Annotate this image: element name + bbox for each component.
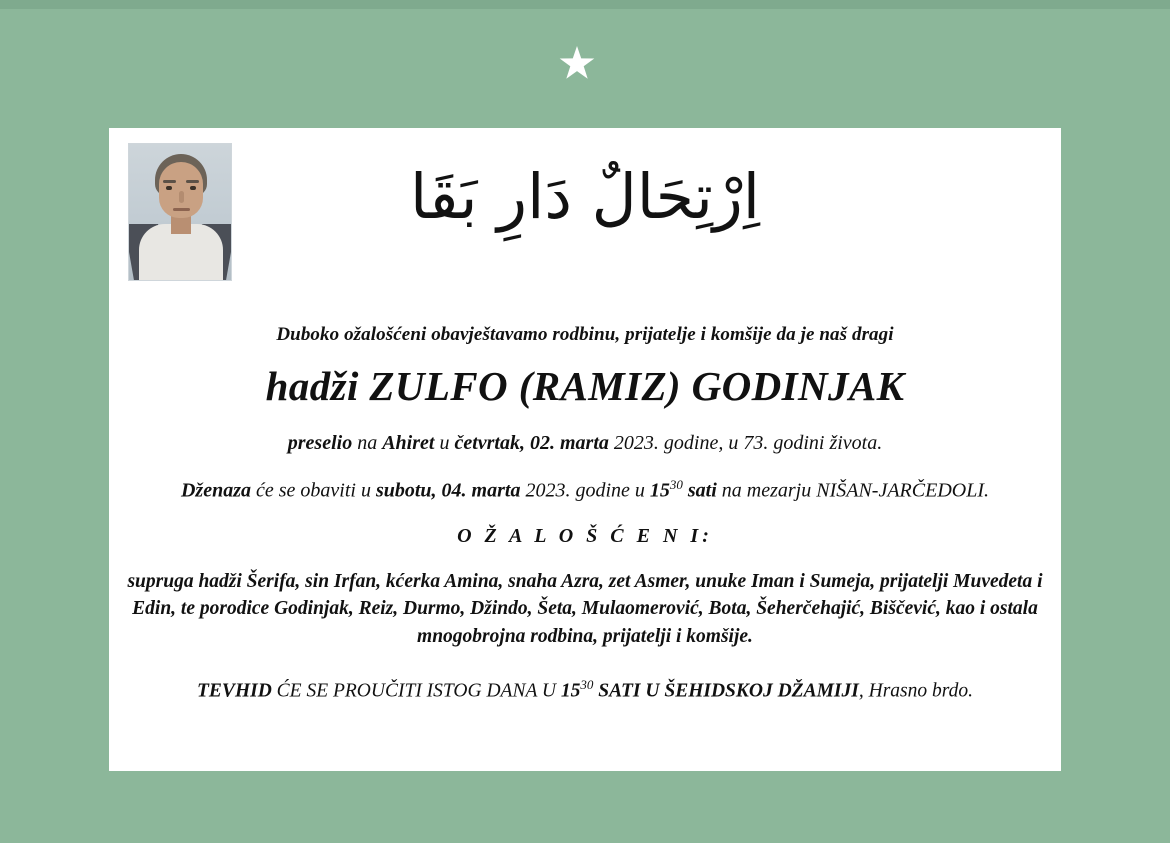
mourners-heading: O Ž A L O Š Ć E N I: — [457, 524, 713, 547]
mourners-list: supruga hadži Šerifa, sin Irfan, kćerka Amina, snaha Azra, zet Asmer, unuke Iman i Sumeja, prijatelji Muvedeta i Edin, te porodice Godinjak, Reiz, Durmo, Džindo, Šeta, Mulaomerović, Bota, Šeherčehajić, Biščević, kao i ostala mnogobrojna rodbina, prijatelji i komšije. — [127, 570, 1043, 648]
funeral-hour: 15 — [649, 479, 670, 502]
obituary-body — [109, 324, 1061, 702]
death-ahiret: Ahiret — [382, 432, 435, 454]
funeral-text2: 2023. godine u — [525, 479, 645, 502]
death-line — [109, 432, 1061, 455]
death-verb: preselio — [287, 432, 353, 454]
obituary-card — [109, 128, 1061, 771]
funeral-text1: će se obaviti u — [256, 479, 371, 502]
tevhid-text1: ĆE SE PROUČITI ISTOG DANA U — [276, 680, 556, 702]
death-prep2: u — [439, 432, 450, 454]
arabic-calligraphy: اِرْتِحَالٌ دَارِ بَقَا — [409, 160, 761, 233]
tevhid-location: , Hrasno brdo. — [858, 680, 973, 702]
funeral-minutes: 30 — [669, 477, 683, 492]
intro-text: Duboko ožalošćeni obavještavamo rodbinu, prijatelje i komšije da je naš dragi — [276, 324, 894, 345]
death-rest: 2023. godine, u 73. godini života. — [613, 432, 883, 454]
death-date: četvrtak, 02. marta — [454, 432, 609, 454]
funeral-place: na mezarju NIŠAN-JARČEDOLI. — [721, 479, 989, 502]
funeral-date: subotu, 04. marta — [375, 479, 521, 502]
tevhid-mosque: ŠEHIDSKOJ DŽAMIJI — [664, 680, 859, 702]
tevhid-sati: SATI U — [598, 680, 660, 702]
death-prep: na — [357, 432, 378, 454]
funeral-label: Dženaza — [180, 479, 251, 502]
top-strip — [0, 0, 1170, 9]
tevhid-line — [109, 677, 1061, 703]
funeral-line — [109, 477, 1061, 503]
deceased-name: hadži ZULFO (RAMIZ) GODINJAK — [265, 363, 905, 409]
funeral-sati: sati — [687, 479, 717, 502]
tevhid-minutes: 30 — [580, 676, 594, 692]
tevhid-hour: 15 — [560, 680, 581, 702]
crescent-star-icon — [0, 26, 1170, 106]
tevhid-label: TEVHID — [197, 680, 272, 702]
